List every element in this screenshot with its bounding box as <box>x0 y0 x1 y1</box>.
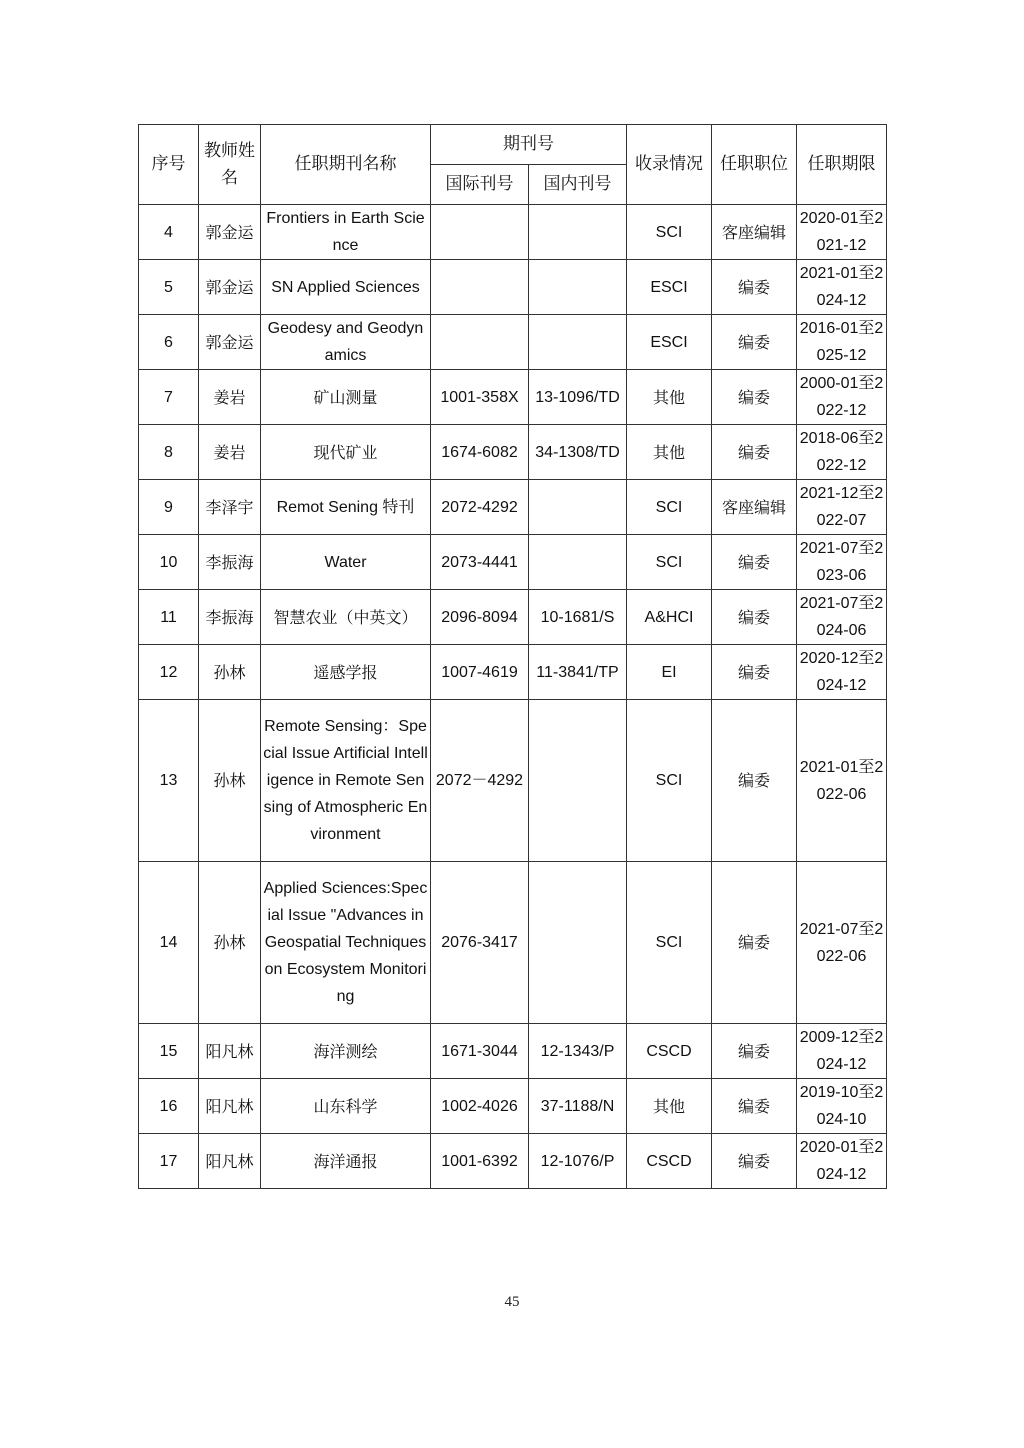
cell-position: 编委 <box>712 315 797 370</box>
cell-issn-intl: 1001-6392 <box>431 1134 529 1189</box>
cell-journal: SN Applied Sciences <box>261 260 431 315</box>
cell-position: 编委 <box>712 645 797 700</box>
cell-issn-intl: 2096-8094 <box>431 590 529 645</box>
cell-teacher: 李振海 <box>199 535 261 590</box>
cell-issn-domestic: 37-1188/N <box>529 1079 627 1134</box>
cell-issn-intl: 1001-358X <box>431 370 529 425</box>
cell-indexing: A&HCI <box>627 590 712 645</box>
cell-issn-intl: 1007-4619 <box>431 645 529 700</box>
cell-term: 2000-01至2022-12 <box>797 370 887 425</box>
cell-teacher: 郭金运 <box>199 315 261 370</box>
cell-teacher: 阳凡林 <box>199 1079 261 1134</box>
table-row <box>139 315 887 370</box>
cell-journal: Frontiers in Earth Scie nce <box>261 205 431 260</box>
cell-seq: 7 <box>139 370 199 425</box>
cell-indexing: SCI <box>627 205 712 260</box>
cell-position: 编委 <box>712 535 797 590</box>
cell-term: 2016-01至2025-12 <box>797 315 887 370</box>
cell-seq: 5 <box>139 260 199 315</box>
cell-teacher: 郭金运 <box>199 205 261 260</box>
cell-position: 编委 <box>712 700 797 862</box>
cell-teacher: 阳凡林 <box>199 1134 261 1189</box>
cell-indexing: EI <box>627 645 712 700</box>
cell-issn-domestic <box>529 862 627 1024</box>
cell-position: 编委 <box>712 1024 797 1079</box>
cell-issn-domestic <box>529 700 627 862</box>
cell-journal: Remot Sening 特刊 <box>261 480 431 535</box>
cell-indexing: CSCD <box>627 1024 712 1079</box>
cell-position: 编委 <box>712 1079 797 1134</box>
cell-journal: Geodesy and Geodyn amics <box>261 315 431 370</box>
cell-term: 2021-07至2023-06 <box>797 535 887 590</box>
cell-issn-domestic: 11-3841/TP <box>529 645 627 700</box>
cell-position: 编委 <box>712 260 797 315</box>
cell-term: 2021-07至2024-06 <box>797 590 887 645</box>
table-row <box>139 425 887 480</box>
cell-seq: 10 <box>139 535 199 590</box>
cell-indexing: 其他 <box>627 425 712 480</box>
cell-issn-domestic: 12-1343/P <box>529 1024 627 1079</box>
cell-term: 2019-10至2024-10 <box>797 1079 887 1134</box>
header-issn-domestic: 国内刊号 <box>529 165 627 205</box>
cell-seq: 13 <box>139 700 199 862</box>
cell-term: 2020-12至2024-12 <box>797 645 887 700</box>
header-issn-group: 期刊号 <box>431 125 627 165</box>
table-row <box>139 862 887 1024</box>
cell-seq: 9 <box>139 480 199 535</box>
cell-issn-domestic: 34-1308/TD <box>529 425 627 480</box>
cell-journal: 矿山测量 <box>261 370 431 425</box>
header-indexing: 收录情况 <box>627 125 712 205</box>
cell-journal: 海洋通报 <box>261 1134 431 1189</box>
cell-indexing: ESCI <box>627 315 712 370</box>
cell-issn-domestic: 10-1681/S <box>529 590 627 645</box>
table-row <box>139 1134 887 1189</box>
cell-seq: 6 <box>139 315 199 370</box>
cell-position: 编委 <box>712 1134 797 1189</box>
cell-teacher: 郭金运 <box>199 260 261 315</box>
cell-seq: 17 <box>139 1134 199 1189</box>
cell-teacher: 孙林 <box>199 645 261 700</box>
table-row <box>139 205 887 260</box>
cell-journal: Remote Sensing：Special Issue Artificial Intelligence in Remote Sensing of Atmospheric Environment <box>261 700 431 862</box>
cell-indexing: 其他 <box>627 370 712 425</box>
cell-issn-domestic: 12-1076/P <box>529 1134 627 1189</box>
cell-indexing: SCI <box>627 480 712 535</box>
cell-seq: 14 <box>139 862 199 1024</box>
table-row <box>139 1024 887 1079</box>
cell-journal: 海洋测绘 <box>261 1024 431 1079</box>
cell-journal: Applied Sciences:Special Issue "Advances in Geospatial Techniques on Ecosystem Monitoring <box>261 862 431 1024</box>
cell-issn-intl: 2072-4292 <box>431 480 529 535</box>
journal-positions-table <box>138 124 887 1189</box>
cell-journal: 智慧农业（中英文） <box>261 590 431 645</box>
header-term: 任职期限 <box>797 125 887 205</box>
cell-seq: 11 <box>139 590 199 645</box>
table-row <box>139 535 887 590</box>
cell-issn-domestic: 13-1096/TD <box>529 370 627 425</box>
cell-issn-intl: 1671-3044 <box>431 1024 529 1079</box>
cell-teacher: 阳凡林 <box>199 1024 261 1079</box>
cell-issn-domestic <box>529 480 627 535</box>
cell-term: 2021-12至2022-07 <box>797 480 887 535</box>
cell-position: 客座编辑 <box>712 205 797 260</box>
table-row <box>139 370 887 425</box>
cell-teacher: 李振海 <box>199 590 261 645</box>
cell-issn-intl: 2073-4441 <box>431 535 529 590</box>
table-row <box>139 260 887 315</box>
cell-term: 2009-12至2024-12 <box>797 1024 887 1079</box>
cell-issn-intl <box>431 260 529 315</box>
cell-teacher: 姜岩 <box>199 370 261 425</box>
table-row <box>139 645 887 700</box>
header-row <box>139 125 887 165</box>
cell-teacher: 孙林 <box>199 862 261 1024</box>
cell-journal: Water <box>261 535 431 590</box>
cell-issn-intl: 2072－4292 <box>431 700 529 862</box>
cell-journal: 遥感学报 <box>261 645 431 700</box>
table-row <box>139 1079 887 1134</box>
table-row <box>139 590 887 645</box>
cell-position: 编委 <box>712 862 797 1024</box>
cell-position: 编委 <box>712 370 797 425</box>
cell-issn-intl: 2076-3417 <box>431 862 529 1024</box>
header-position: 任职职位 <box>712 125 797 205</box>
table-row <box>139 480 887 535</box>
cell-term: 2020-01至2024-12 <box>797 1134 887 1189</box>
cell-position: 编委 <box>712 425 797 480</box>
cell-indexing: 其他 <box>627 1079 712 1134</box>
cell-teacher: 孙林 <box>199 700 261 862</box>
cell-seq: 8 <box>139 425 199 480</box>
cell-seq: 4 <box>139 205 199 260</box>
cell-journal: 山东科学 <box>261 1079 431 1134</box>
cell-indexing: CSCD <box>627 1134 712 1189</box>
cell-seq: 15 <box>139 1024 199 1079</box>
cell-term: 2021-01至2022-06 <box>797 700 887 862</box>
header-issn-intl: 国际刊号 <box>431 165 529 205</box>
cell-seq: 16 <box>139 1079 199 1134</box>
cell-issn-intl <box>431 205 529 260</box>
cell-issn-domestic <box>529 315 627 370</box>
cell-indexing: ESCI <box>627 260 712 315</box>
cell-issn-domestic <box>529 260 627 315</box>
cell-journal: 现代矿业 <box>261 425 431 480</box>
cell-term: 2021-07至2022-06 <box>797 862 887 1024</box>
cell-issn-domestic <box>529 535 627 590</box>
header-seq: 序号 <box>139 125 199 205</box>
cell-indexing: SCI <box>627 700 712 862</box>
page-number: 45 <box>504 1294 520 1310</box>
table-row <box>139 700 887 862</box>
header-teacher: 教师姓名 <box>199 125 261 205</box>
cell-indexing: SCI <box>627 535 712 590</box>
cell-position: 编委 <box>712 590 797 645</box>
cell-term: 2021-01至2024-12 <box>797 260 887 315</box>
cell-teacher: 姜岩 <box>199 425 261 480</box>
header-journal: 任职期刊名称 <box>261 125 431 205</box>
cell-issn-domestic <box>529 205 627 260</box>
cell-issn-intl <box>431 315 529 370</box>
cell-term: 2020-01至2021-12 <box>797 205 887 260</box>
cell-teacher: 李泽宇 <box>199 480 261 535</box>
cell-issn-intl: 1674-6082 <box>431 425 529 480</box>
cell-position: 客座编辑 <box>712 480 797 535</box>
cell-term: 2018-06至2022-12 <box>797 425 887 480</box>
cell-indexing: SCI <box>627 862 712 1024</box>
cell-issn-intl: 1002-4026 <box>431 1079 529 1134</box>
cell-seq: 12 <box>139 645 199 700</box>
